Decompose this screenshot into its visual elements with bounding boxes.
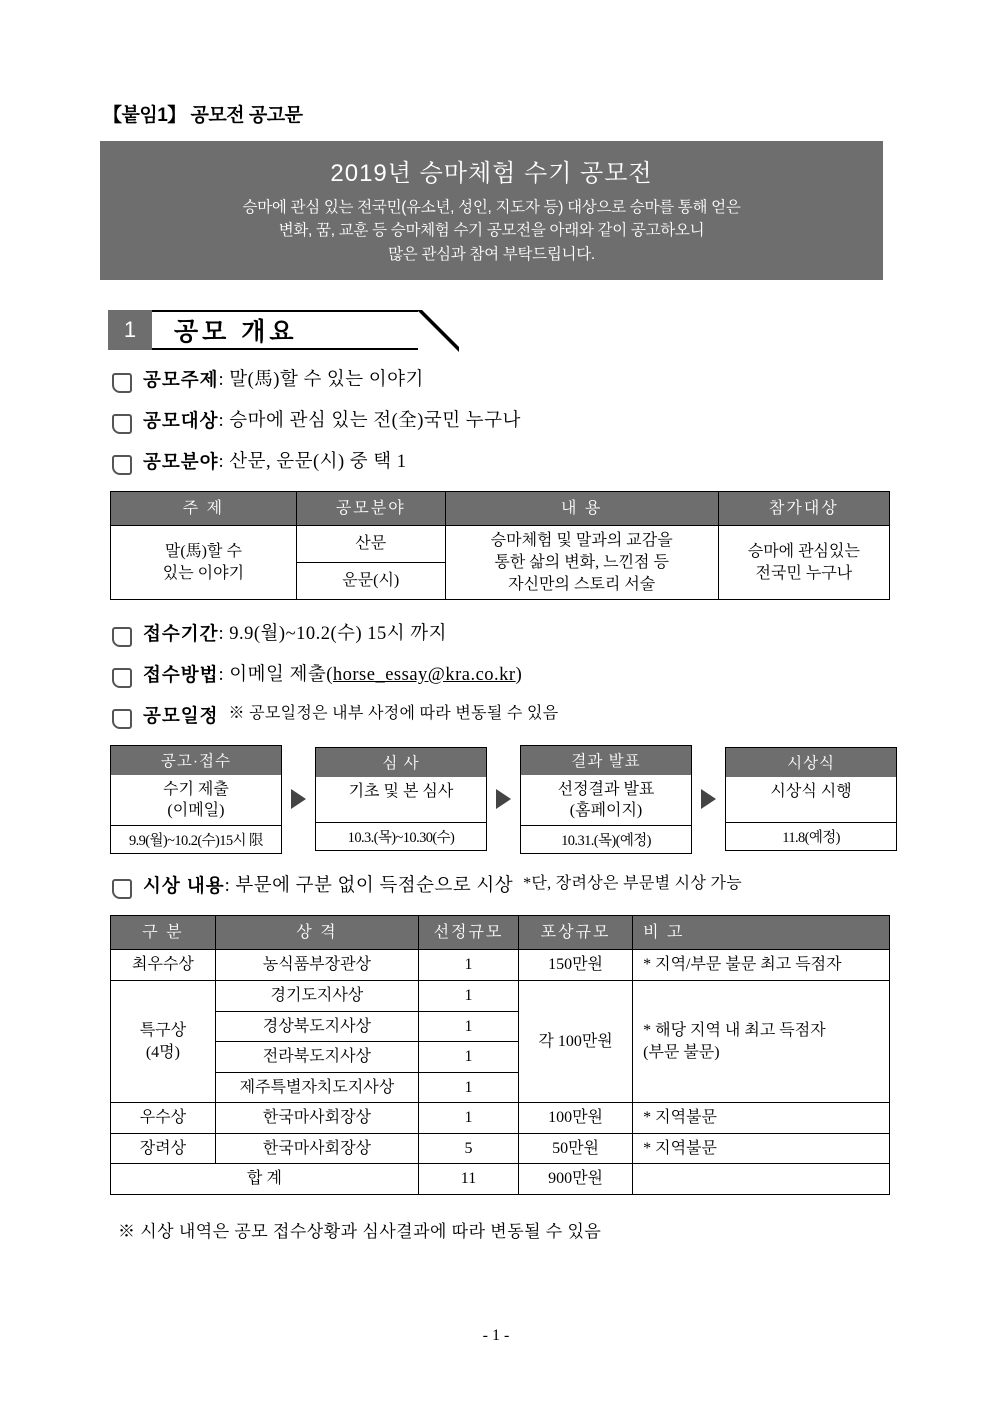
cell-note: * 지역불문 bbox=[633, 1103, 890, 1134]
checkbox-icon bbox=[112, 879, 132, 899]
flow-step-body-line1: 수기 제출 bbox=[163, 781, 229, 799]
checkbox-icon bbox=[112, 414, 132, 434]
cell-total-label: 합 계 bbox=[111, 1164, 419, 1195]
checkbox-icon bbox=[112, 627, 132, 647]
cell-count: 1 bbox=[418, 1103, 518, 1134]
item-label-target: 공모대상 bbox=[143, 409, 219, 431]
cell-total-amount: 900만원 bbox=[518, 1164, 632, 1195]
flow-step-ceremony bbox=[725, 747, 897, 851]
cell-award-name: 전라북도지사상 bbox=[215, 1042, 418, 1073]
column-header-amount: 포상규모 bbox=[518, 915, 632, 950]
column-header-content: 내 용 bbox=[445, 491, 718, 526]
column-header-count: 선정규모 bbox=[418, 915, 518, 950]
flow-step-title: 결과 발표 bbox=[521, 746, 691, 775]
cell-total-note bbox=[633, 1164, 890, 1195]
prize-table bbox=[110, 915, 890, 1195]
cell-division: 최우수상 bbox=[111, 950, 216, 981]
cell-award-name: 제주특별자치도지사상 bbox=[215, 1072, 418, 1103]
arrow-right-icon bbox=[282, 789, 315, 809]
cell-count: 1 bbox=[418, 1072, 518, 1103]
cell-division: 우수상 bbox=[111, 1103, 216, 1134]
list-item bbox=[112, 874, 897, 899]
item-value-method-prefix: : 이메일 제출( bbox=[218, 665, 333, 686]
cell-division bbox=[111, 980, 216, 1102]
banner-subtitle-line3: 많은 관심과 참여 부탁드립니다. bbox=[388, 245, 595, 263]
table-header-row bbox=[111, 491, 890, 526]
flow-step-body-line2: (이메일) bbox=[167, 801, 225, 819]
cell-division: 장려상 bbox=[111, 1133, 216, 1164]
arrow-right-icon bbox=[487, 789, 520, 809]
item-value-target: : 승마에 관심 있는 전(全)국민 누구나 bbox=[218, 410, 521, 431]
section-title: 공모 개요 bbox=[174, 317, 298, 346]
section-number: 1 bbox=[108, 310, 152, 350]
cell-award-name: 한국마사회장상 bbox=[215, 1133, 418, 1164]
footer-note: ※ 시상 내역은 공모 접수상황과 심사결과에 따라 변동될 수 있음 bbox=[118, 1222, 602, 1242]
cell-count: 1 bbox=[418, 950, 518, 981]
column-header-note: 비 고 bbox=[633, 915, 890, 950]
cell-note-line2: (부문 불문) bbox=[643, 1043, 720, 1061]
list-item bbox=[112, 409, 897, 434]
flow-step-result bbox=[520, 745, 692, 854]
list-item bbox=[112, 704, 897, 729]
table-row bbox=[111, 980, 890, 1011]
flow-step-body bbox=[521, 775, 691, 826]
cell-note: * 지역/부문 불문 최고 득점자 bbox=[633, 950, 890, 981]
table-row bbox=[111, 1103, 890, 1134]
flow-step-review bbox=[315, 747, 487, 851]
flow-step-body-line1: 선정결과 발표 bbox=[557, 781, 655, 799]
page-number: - 1 - bbox=[482, 1327, 510, 1344]
cell-count: 1 bbox=[418, 980, 518, 1011]
list-item bbox=[112, 368, 897, 393]
announcement-banner bbox=[100, 141, 883, 280]
cell-participant-line2: 전국민 누구나 bbox=[755, 564, 853, 582]
schedule-flow-diagram bbox=[110, 745, 897, 854]
column-header-participant: 참가대상 bbox=[718, 491, 889, 526]
table-header-row bbox=[111, 915, 890, 950]
checkbox-icon bbox=[112, 709, 132, 729]
flow-step-announcement bbox=[110, 745, 282, 854]
cell-count: 5 bbox=[418, 1133, 518, 1164]
cell-amount: 각 100만원 bbox=[518, 980, 632, 1102]
cell-count: 1 bbox=[418, 1011, 518, 1042]
item-value-award: : 부문에 구분 없이 득점순으로 시상 bbox=[224, 875, 514, 896]
cell-subject bbox=[111, 526, 297, 600]
cell-field-prose: 산문 bbox=[296, 526, 445, 563]
cell-note: * 지역불문 bbox=[633, 1133, 890, 1164]
banner-title: 2019년 승마체험 수기 공모전 bbox=[330, 160, 653, 187]
item-note-schedule: ※ 공모일정은 내부 사정에 따라 변동될 수 있음 bbox=[228, 705, 559, 723]
arrow-right-icon bbox=[692, 789, 725, 809]
checkbox-icon bbox=[112, 455, 132, 475]
flow-step-body bbox=[111, 775, 281, 826]
cell-division-line1: 특구상 bbox=[139, 1022, 187, 1039]
cell-amount: 50만원 bbox=[518, 1133, 632, 1164]
list-item bbox=[112, 622, 897, 647]
checkbox-icon bbox=[112, 668, 132, 688]
flow-step-date: 11.8(예정) bbox=[782, 830, 840, 847]
flow-step-body-line2: (홈페이지) bbox=[569, 801, 643, 819]
list-item bbox=[112, 663, 897, 688]
item-note-award: *단, 장려상은 부문별 시상 가능 bbox=[523, 874, 742, 892]
item-label-field: 공모분야 bbox=[143, 450, 219, 472]
cell-content-line1: 승마체험 및 말과의 교감을 bbox=[490, 532, 673, 550]
cell-award-name: 한국마사회장상 bbox=[215, 1103, 418, 1134]
cell-note bbox=[633, 980, 890, 1102]
column-header-division: 구 분 bbox=[111, 915, 216, 950]
cell-participant bbox=[718, 526, 889, 600]
cell-award-name: 경기도지사상 bbox=[215, 980, 418, 1011]
table-row bbox=[111, 1133, 890, 1164]
email-link[interactable]: horse_essay@kra.co.kr bbox=[332, 665, 516, 686]
cell-subject-line1: 말(馬)할 수 bbox=[164, 543, 242, 561]
column-header-award-name: 상 격 bbox=[215, 915, 418, 950]
column-header-field: 공모분야 bbox=[296, 491, 445, 526]
checkbox-icon bbox=[112, 373, 132, 393]
cell-content bbox=[445, 526, 718, 600]
cell-award-name: 경상북도지사상 bbox=[215, 1011, 418, 1042]
cell-total-count: 11 bbox=[418, 1164, 518, 1195]
item-value-method-suffix: ) bbox=[515, 665, 523, 686]
table-row bbox=[111, 950, 890, 981]
flow-step-body bbox=[726, 777, 896, 823]
item-value-topic: : 말(馬)할 수 있는 이야기 bbox=[218, 369, 424, 390]
flow-step-title: 심 사 bbox=[316, 748, 486, 777]
cell-content-line2: 통한 삶의 변화, 느낀점 등 bbox=[494, 553, 669, 571]
flow-step-date: 9.9(월)~10.2(수)15시 限 bbox=[128, 832, 263, 849]
item-value-period: : 9.9(월)~10.2(수) 15시 까지 bbox=[218, 624, 448, 645]
flow-step-body-line1: 기초 및 본 심사 bbox=[348, 783, 454, 801]
item-label-award: 시상 내용 bbox=[143, 874, 225, 896]
table-row-total bbox=[111, 1164, 890, 1195]
item-label-topic: 공모주제 bbox=[143, 368, 219, 390]
section-header-overview bbox=[108, 310, 418, 350]
item-label-method: 접수방법 bbox=[143, 664, 219, 686]
flow-step-date: 10.3.(목)~10.30(수) bbox=[347, 830, 455, 847]
cell-award-name: 농식품부장관상 bbox=[215, 950, 418, 981]
flow-step-date: 10.31.(목)(예정) bbox=[561, 832, 651, 849]
flow-step-body-line1: 시상식 시행 bbox=[770, 783, 852, 801]
item-label-schedule: 공모일정 bbox=[143, 705, 219, 727]
table-row bbox=[111, 526, 890, 563]
section-corner-decoration bbox=[417, 310, 459, 352]
cell-division-line2: (4명) bbox=[145, 1043, 180, 1061]
cell-participant-line1: 승마에 관심있는 bbox=[747, 543, 860, 561]
banner-subtitle-line1: 승마에 관심 있는 전국민(유소년, 성인, 지도자 등) 대상으로 승마를 통해 얻은 bbox=[242, 199, 741, 216]
banner-subtitle-line2: 변화, 꿈, 교훈 등 승마체험 수기 공모전을 아래와 같이 공고하오니 bbox=[278, 222, 705, 240]
item-label-period: 접수기간 bbox=[143, 623, 219, 645]
attachment-title: 【붙임1】 공모전 공고문 bbox=[103, 105, 303, 126]
flow-step-title: 공고·접수 bbox=[111, 746, 281, 775]
cell-amount: 100만원 bbox=[518, 1103, 632, 1134]
cell-subject-line2: 있는 이야기 bbox=[162, 564, 245, 582]
topic-table bbox=[110, 491, 890, 600]
item-value-field: : 산문, 운문(시) 중 택 1 bbox=[218, 451, 407, 472]
flow-step-title: 시상식 bbox=[726, 748, 896, 777]
column-header-subject: 주 제 bbox=[111, 491, 297, 526]
cell-field-verse: 운문(시) bbox=[296, 563, 445, 600]
cell-count: 1 bbox=[418, 1042, 518, 1073]
cell-amount: 150만원 bbox=[518, 950, 632, 981]
list-item bbox=[112, 450, 897, 475]
cell-content-line3: 자신만의 스토리 서술 bbox=[508, 575, 656, 593]
cell-note-line1: * 해당 지역 내 최고 득점자 bbox=[643, 1022, 826, 1039]
flow-step-body bbox=[316, 777, 486, 823]
section-title-wrap bbox=[152, 310, 418, 350]
